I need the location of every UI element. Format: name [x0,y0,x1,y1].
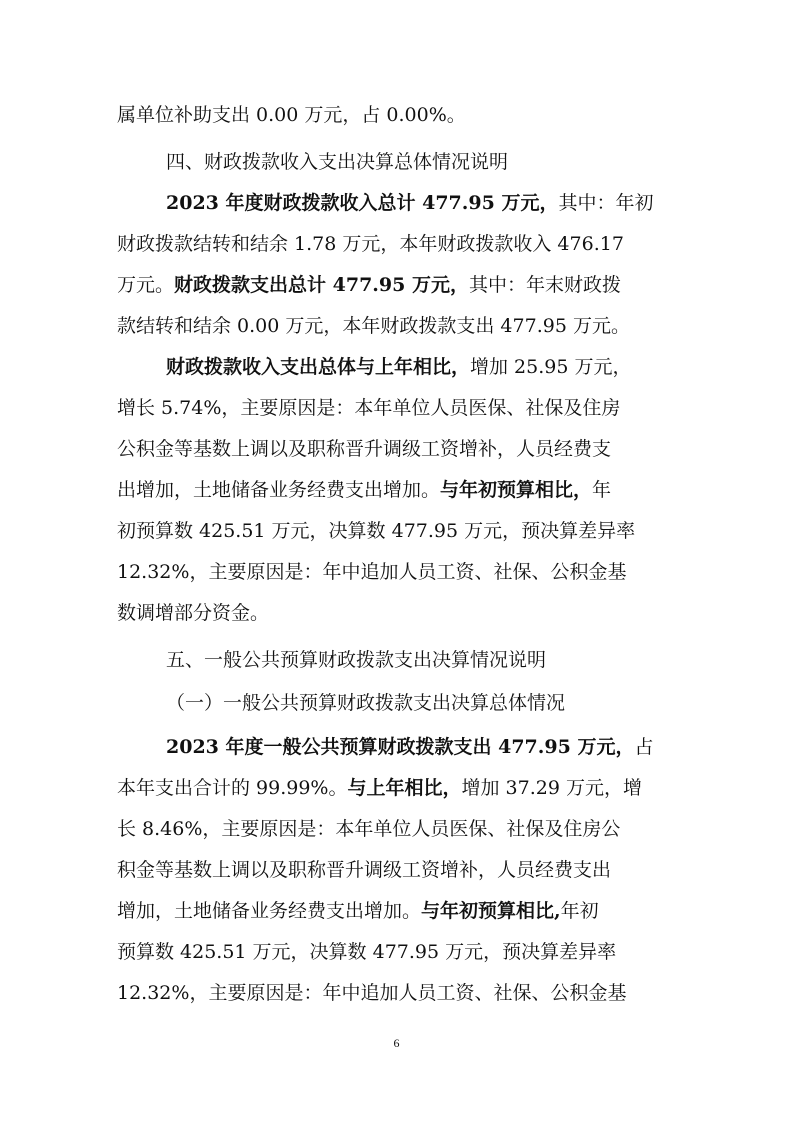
s4-p2-line-4: 出增加，土地储备业务经费支出增加。与年初预算相比，年 [117,479,612,501]
s4-p2-line-6: 12.32%，主要原因是：年中追加人员工资、社保、公积金基 [117,561,627,583]
s4-p1-line-1: 2023 年度财政拨款收入总计 477.95 万元，其中：年初 [166,192,654,214]
s5-p1-line-6: 预算数 425.51 万元，决算数 477.95 万元，预决算差异率 [117,941,617,963]
s5-p1-line-3: 长 8.46%，主要原因是：本年单位人员医保、社保及住房公 [117,818,621,840]
s4-p2-line-1: 财政拨款收入支出总体与上年相比，增加 25.95 万元， [166,356,632,378]
s4-p2-line-2: 增长 5.74%，主要原因是：本年单位人员医保、社保及住房 [117,397,621,419]
section-5-heading: 五、一般公共预算财政拨款支出决算情况说明 [166,649,547,671]
s5-p1-line-4: 积金等基数上调以及职称晋升调级工资增补，人员经费支出 [117,859,612,881]
s4-p1-line-2: 财政拨款结转和结余 1.78 万元，本年财政拨款收入 476.17 [117,233,624,255]
s4-p2-line-5: 初预算数 425.51 万元，决算数 477.95 万元，预决算差异率 [117,520,636,542]
s4-p1-line-4: 款结转和结余 0.00 万元，本年财政拨款支出 477.95 万元。 [117,315,630,337]
s4-p1-line-3: 万元。财政拨款支出总计 477.95 万元，其中：年末财政拨 [117,274,621,296]
s5-p1-line-1: 2023 年度一般公共预算财政拨款支出 477.95 万元，占 [166,736,654,758]
section-4-heading: 四、财政拨款收入支出决算总体情况说明 [166,151,509,173]
s5-p1-line-5: 增加，土地储备业务经费支出增加。与年初预算相比,年初 [117,900,599,922]
page-number: 6 [393,1036,400,1050]
section-5-sub-heading: （一）一般公共预算财政拨款支出决算总体情况 [166,692,566,714]
s4-p2-line-7: 数调增部分资金。 [117,602,270,624]
s4-p2-line-3: 公积金等基数上调以及职称晋升调级工资增补，人员经费支 [117,438,612,460]
paragraph-continuation: 属单位补助支出 0.00 万元，占 0.00%。 [117,104,466,126]
s5-p1-line-2: 本年支出合计的 99.99%。与上年相比，增加 37.29 万元，增 [117,777,642,799]
s5-p1-line-7: 12.32%，主要原因是：年中追加人员工资、社保、公积金基 [117,982,627,1004]
